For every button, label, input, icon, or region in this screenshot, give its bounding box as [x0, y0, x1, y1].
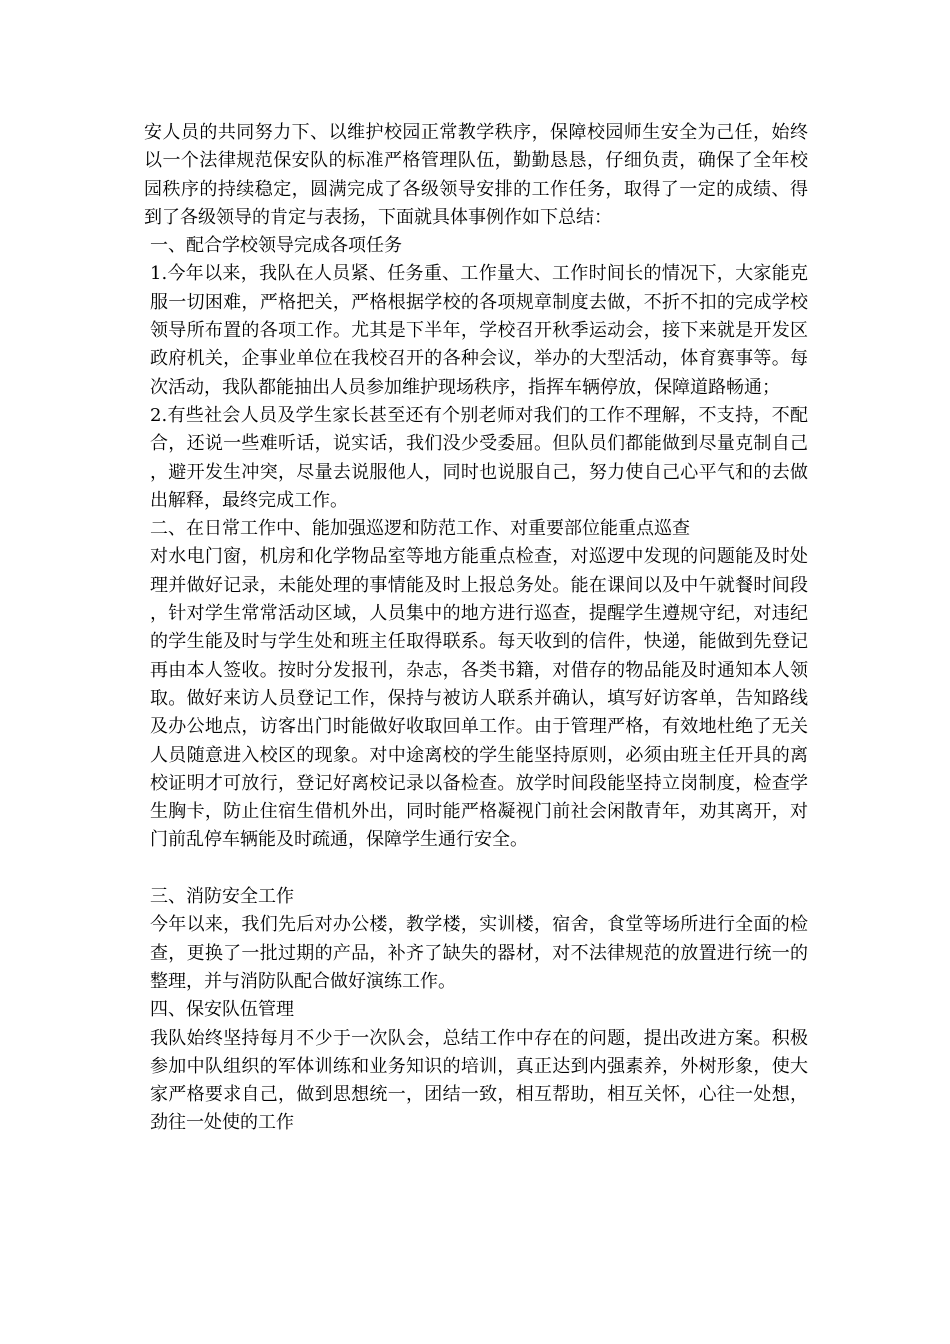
section-3-body: 今年以来，我们先后对办公楼，教学楼，实训楼，宿舍，食堂等场所进行全面的检查，更换了一批过期的产品，补齐了缺失的器材，对不法律规范的放置进行统一的整理，并与消防队配合做好演练工作。	[150, 914, 808, 992]
blank-line	[144, 855, 808, 883]
intro-paragraph: 安人员的共同努力下、以维护校园正常教学秩序，保障校园师生安全为己任，始终以一个法律规范保安队的标准严格管理队伍，勤勤恳恳，仔细负责，确保了全年校园秩序的持续稳定，圆满完成了各级领导安排的工作任务，取得了一定的成绩、得到了各级领导的肯定与表扬，下面就具体事例作如下总结：	[144, 122, 808, 228]
section-1-item-1: 1.今年以来，我队在人员紧、任务重、工作量大、工作时间长的情况下，大家能克服一切困难，严格把关，严格根据学校的各项规章制度去做，不折不扣的完成学校领导所布置的各项工作。尤其是下半年，学校召开秋季运动会，接下来就是开发区政府机关，企事业单位在我校召开的各种会议，举办的大型活动，体育赛事等。每次活动，我队都能抽出人员参加维护现场秩序，指挥车辆停放，保障道路畅通；	[150, 263, 808, 398]
section-2-body: 对水电门窗，机房和化学物品室等地方能重点检查，对巡逻中发现的问题能及时处理并做好记录，未能处理的事情能及时上报总务处。能在课间以及中午就餐时间段，针对学生常常活动区域，人员集中的地方进行巡查，提醒学生遵规守纪，对违纪的学生能及时与学生处和班主任取得联系。每天收到的信件，快递，能做到先登记再由本人签收。按时分发报刊，杂志，各类书籍，对借存的物品能及时通知本人领取。做好来访人员登记工作，保持与被访人联系并确认，填写好访客单，告知路线及办公地点，访客出门时能做好收取回单工作。由于管理严格，有效地杜绝了无关人员随意进入校区的现象。对中途离校的学生能坚持原则，必须由班主任开具的离校证明才可放行，登记好离校记录以备检查。放学时间段能坚持立岗制度，检查学生胸卡，防止住宿生借机外出，同时能严格凝视门前社会闲散青年，劝其离开，对门前乱停车辆能及时疏通，保障学生通行安全。	[150, 546, 808, 851]
document-page	[144, 119, 808, 1138]
section-1-heading: 一、配合学校领导完成各项任务	[150, 235, 402, 257]
section-2-heading: 二、在日常工作中、能加强巡逻和防范工作、对重要部位能重点巡查	[150, 518, 690, 540]
section-4-heading: 四、保安队伍管理	[150, 999, 294, 1021]
section-3-heading: 三、消防安全工作	[150, 886, 294, 908]
section-4-body: 我队始终坚持每月不少于一次队会，总结工作中存在的问题，提出改进方案。积极参加中队组织的军体训练和业务知识的培训，真正达到内强素养，外树形象，使大家严格要求自己，做到思想统一，团结一致，相互帮助，相互关怀，心往一处想，劲往一处使的工作	[150, 1027, 808, 1134]
section-1-item-2: 2.有些社会人员及学生家长甚至还有个别老师对我们的工作不理解，不支持，不配合，还说一些难听话，说实话，我们没少受委屈。但队员们都能做到尽量克制自己，避开发生冲突，尽量去说服他人，同时也说服自己，努力使自己心平气和的去做出解释，最终完成工作。	[150, 404, 808, 511]
